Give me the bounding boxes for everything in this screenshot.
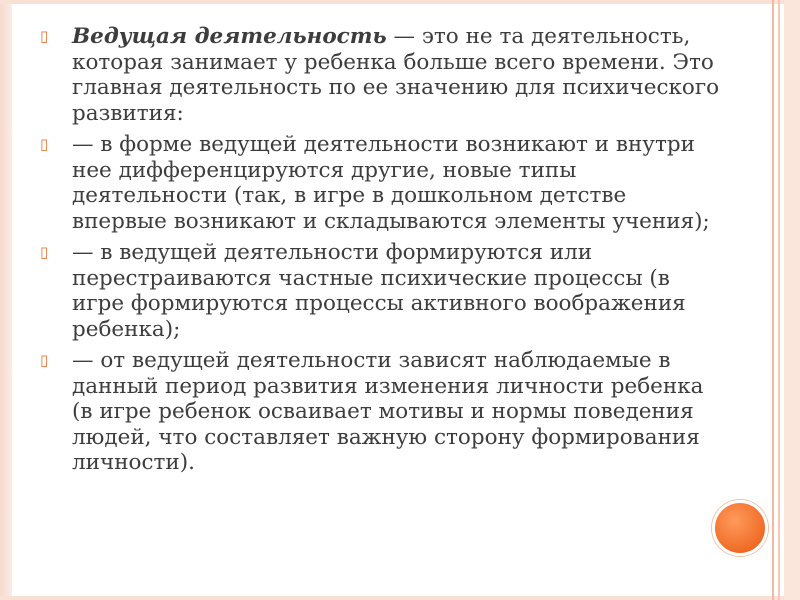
item-text: — от ведущей деятельности зависят наблюдаемые в данный период развития изменения личности ребенка (в игре ребенок осваивает мотивы и нормы поведения людей, что составляет важную сторону формирования личности). bbox=[72, 348, 704, 475]
item-text: — в ведущей деятельности формируются или перестраиваются частные психические процессы (в игре формируются процессы активного воображения ребенка); bbox=[72, 240, 686, 342]
left-frame-border bbox=[0, 0, 12, 600]
right-rail-line bbox=[772, 0, 774, 600]
bottom-frame-border bbox=[0, 596, 800, 600]
orange-circle-decoration bbox=[712, 500, 768, 556]
item-text: — это не та деятельность, которая занимает у ребенка больше всего времени. Это главная деятельность по ее значению для психического развития: bbox=[72, 24, 720, 126]
list-item bbox=[40, 24, 720, 126]
term-heading: Ведущая деятельность bbox=[72, 24, 387, 49]
item-text: — в форме ведущей деятельности возникают и внутри нее дифференцируются другие, новые типы деятельности (так, в игре в дошкольном детстве впервые возникают и складываются элементы учения); bbox=[72, 132, 710, 234]
top-frame-border bbox=[0, 0, 800, 4]
bullet-icon: ▯ bbox=[40, 243, 49, 261]
list-item bbox=[40, 348, 720, 476]
right-rail-band bbox=[784, 0, 800, 600]
bullet-icon: ▯ bbox=[40, 135, 49, 153]
list-item bbox=[40, 240, 720, 342]
list-item bbox=[40, 132, 720, 234]
bullet-icon: ▯ bbox=[40, 351, 49, 369]
bullet-icon: ▯ bbox=[40, 27, 49, 45]
bullet-list bbox=[40, 24, 720, 482]
right-rail-line bbox=[778, 0, 780, 600]
